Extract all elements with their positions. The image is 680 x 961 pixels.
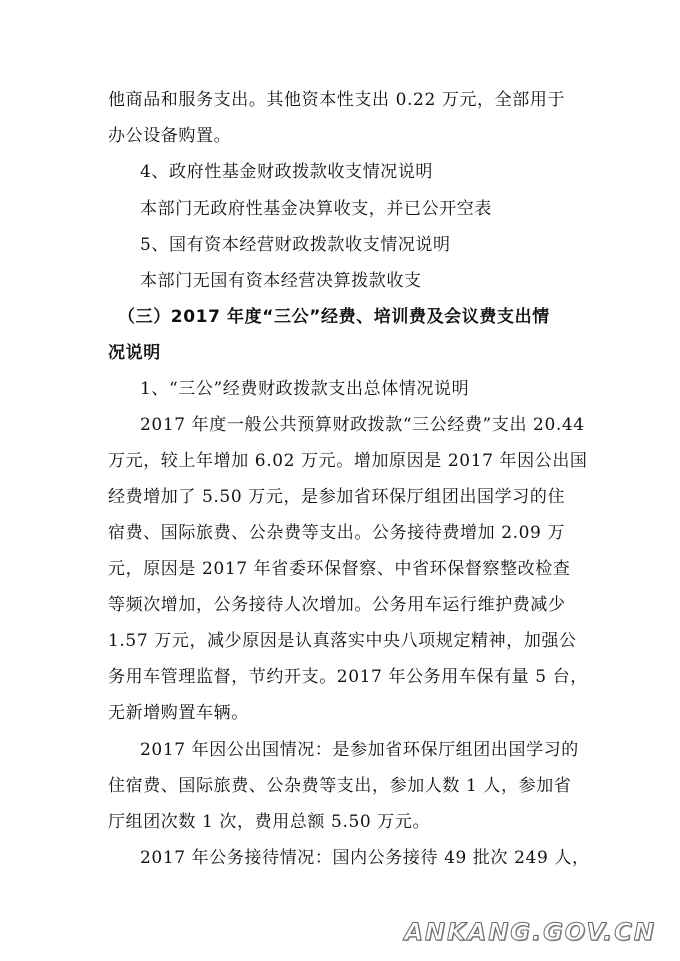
- text-line-1: 他商品和服务支出。其他资本性支出 0.22 万元，全部用于: [108, 90, 566, 110]
- site-watermark: ANKANG.GOV.CN: [404, 918, 656, 946]
- heading-5: 5、国有资本经营财政拨款收支情况说明: [140, 235, 451, 255]
- text-line-20: 住宿费、国际旅费、公杂费等支出，参加人数 1 人，参加省: [108, 776, 572, 796]
- heading-4: 4、政府性基金财政拨款收支情况说明: [140, 162, 434, 182]
- text-line-4: 本部门无政府性基金决算收支，并已公开空表: [140, 199, 492, 219]
- text-line-22: 2017 年公务接待情况：国内公务接待 49 批次 249 人，: [140, 848, 590, 868]
- heading-1: 1、“三公”经费财政拨款支出总体情况说明: [140, 379, 470, 399]
- text-line-11: 万元，较上年增加 6.02 万元。增加原因是 2017 年因公出国: [108, 451, 588, 471]
- text-line-21: 厅组团次数 1 次，费用总额 5.50 万元。: [108, 812, 431, 832]
- text-line-17: 务用车管理监督，节约开支。2017 年公务用车保有量 5 台，: [108, 667, 588, 687]
- text-line-2: 办公设备购置。: [108, 126, 232, 146]
- text-line-12: 经费增加了 5.50 万元，是参加省环保厅组团出国学习的住: [108, 487, 566, 507]
- section-heading-3-cont: 况说明: [108, 343, 161, 363]
- text-line-15: 等频次增加，公务接待人次增加。公务用车运行维护费减少: [108, 595, 566, 615]
- text-line-18: 无新增购置车辆。: [108, 703, 249, 723]
- text-line-10: 2017 年度一般公共预算财政拨款“三公经费”支出 20.44: [140, 415, 585, 435]
- text-line-19: 2017 年因公出国情况：是参加省环保厅组团出国学习的: [140, 740, 579, 760]
- text-line-13: 宿费、国际旅费、公杂费等支出。公务接待费增加 2.09 万: [108, 523, 566, 543]
- text-line-14: 元，原因是 2017 年省委环保督察、中省环保督察整改检查: [108, 559, 571, 579]
- section-heading-3: （三）2017 年度“三公”经费、培训费及会议费支出情: [118, 307, 550, 327]
- text-line-16: 1.57 万元，减少原因是认真落实中央八项规定精神，加强公: [108, 631, 577, 651]
- text-line-6: 本部门无国有资本经营决算拨款收支: [140, 271, 422, 291]
